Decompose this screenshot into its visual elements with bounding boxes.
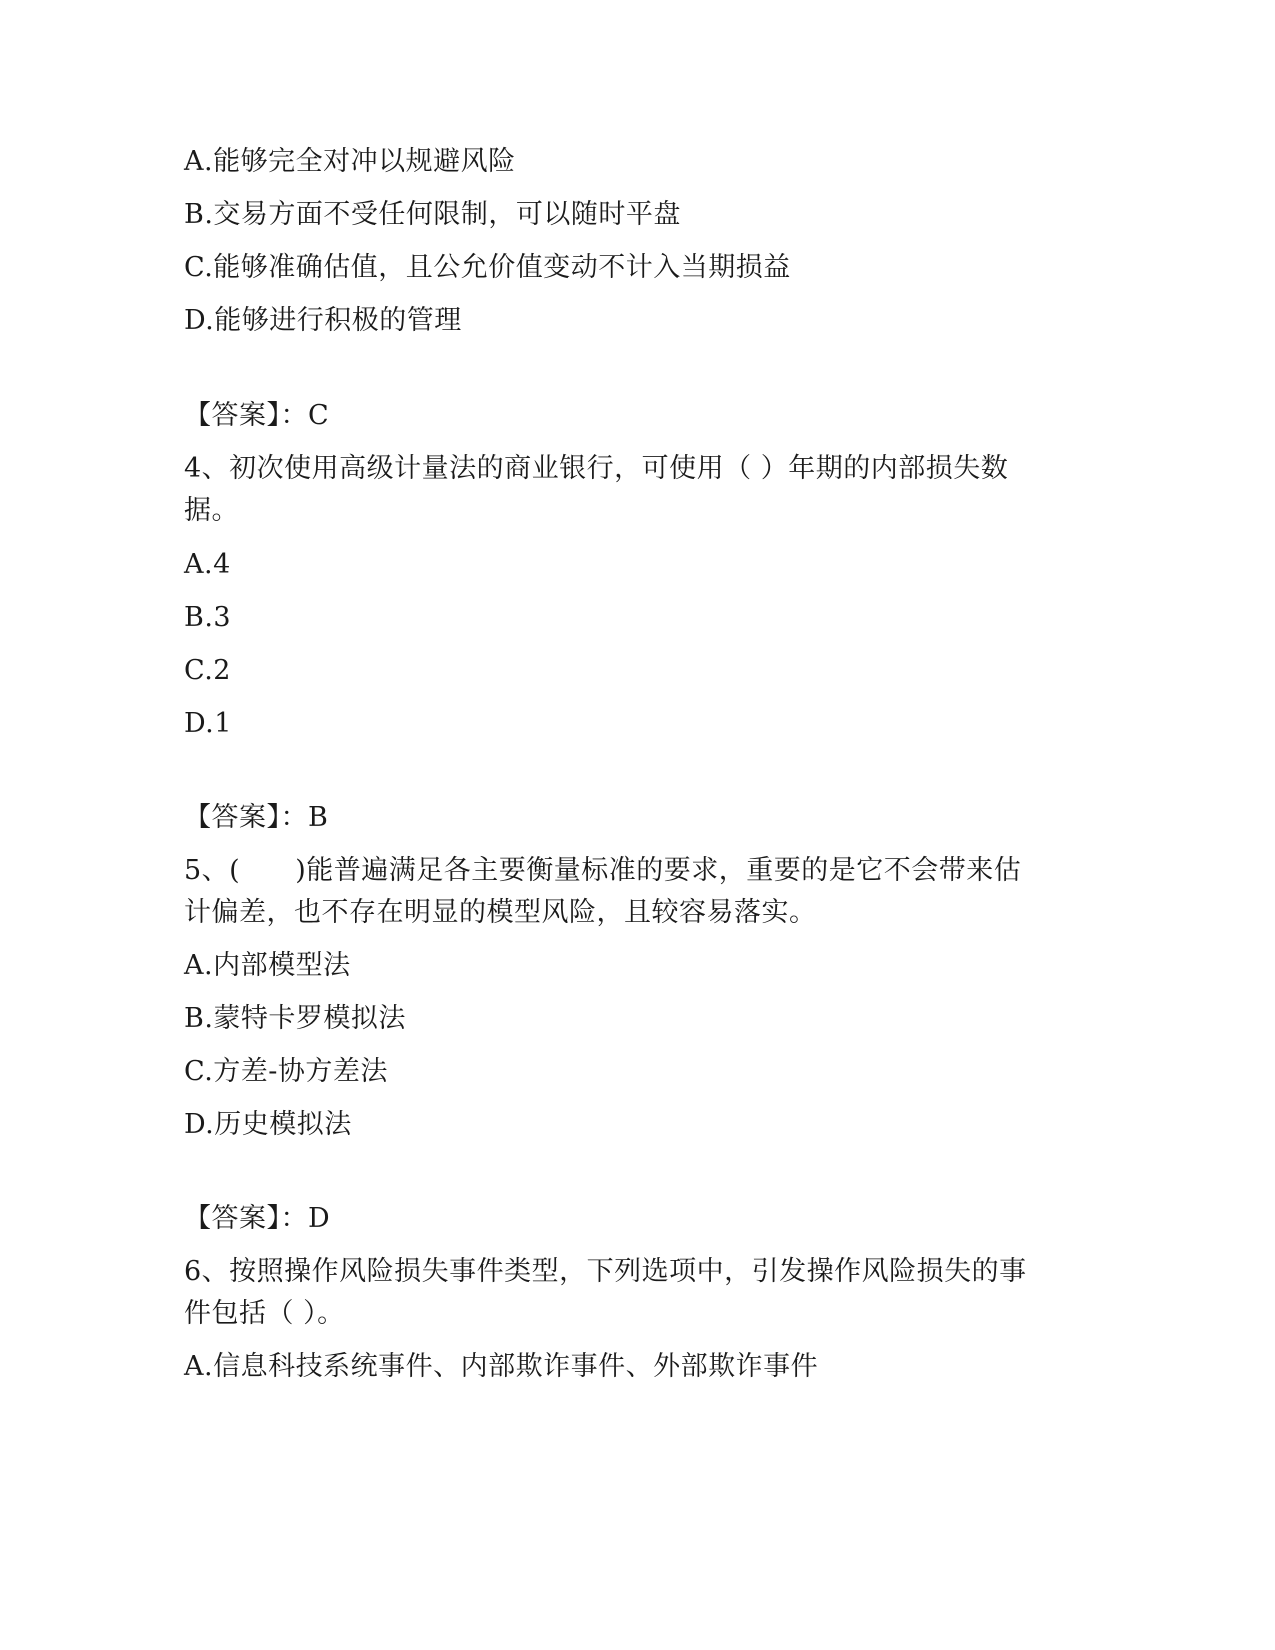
q3-option-a: A.能够完全对冲以规避风险 xyxy=(184,146,516,177)
q4-option-a: A.4 xyxy=(184,549,231,580)
q5-option-d: D.历史模拟法 xyxy=(184,1109,352,1140)
q5-option-a: A.内部模型法 xyxy=(184,950,351,981)
q5-stem-line2: 计偏差，也不存在明显的模型风险，且较容易落实。 xyxy=(184,897,817,928)
q3-option-c: C.能够准确估值，且公允价值变动不计入当期损益 xyxy=(184,252,791,283)
q4-option-c: C.2 xyxy=(184,655,231,686)
q6-stem-line1: 6、按照操作风险损失事件类型，下列选项中，引发操作风险损失的事 xyxy=(184,1256,1027,1287)
q5-answer: 【答案】：D xyxy=(184,1203,331,1234)
q5-stem-line1: 5、( )能普遍满足各主要衡量标准的要求，重要的是它不会带来估 xyxy=(184,855,1022,886)
q3-option-d: D.能够进行积极的管理 xyxy=(184,305,462,336)
q4-option-d: D.1 xyxy=(184,708,232,739)
q3-option-b: B.交易方面不受任何限制，可以随时平盘 xyxy=(184,199,681,230)
q4-option-b: B.3 xyxy=(184,602,232,633)
q6-stem-line2: 件包括（ ）。 xyxy=(184,1298,345,1329)
q4-stem-line1: 4、初次使用高级计量法的商业银行，可使用（ ）年期的内部损失数 xyxy=(184,453,1009,484)
q5-option-b: B.蒙特卡罗模拟法 xyxy=(184,1003,406,1034)
q4-answer: 【答案】：B xyxy=(184,802,329,833)
q3-answer: 【答案】：C xyxy=(184,400,330,431)
q6-option-a: A.信息科技系统事件、内部欺诈事件、外部欺诈事件 xyxy=(184,1351,819,1382)
q5-option-c: C.方差-协方差法 xyxy=(184,1056,388,1087)
q4-stem-line2: 据。 xyxy=(184,495,239,526)
